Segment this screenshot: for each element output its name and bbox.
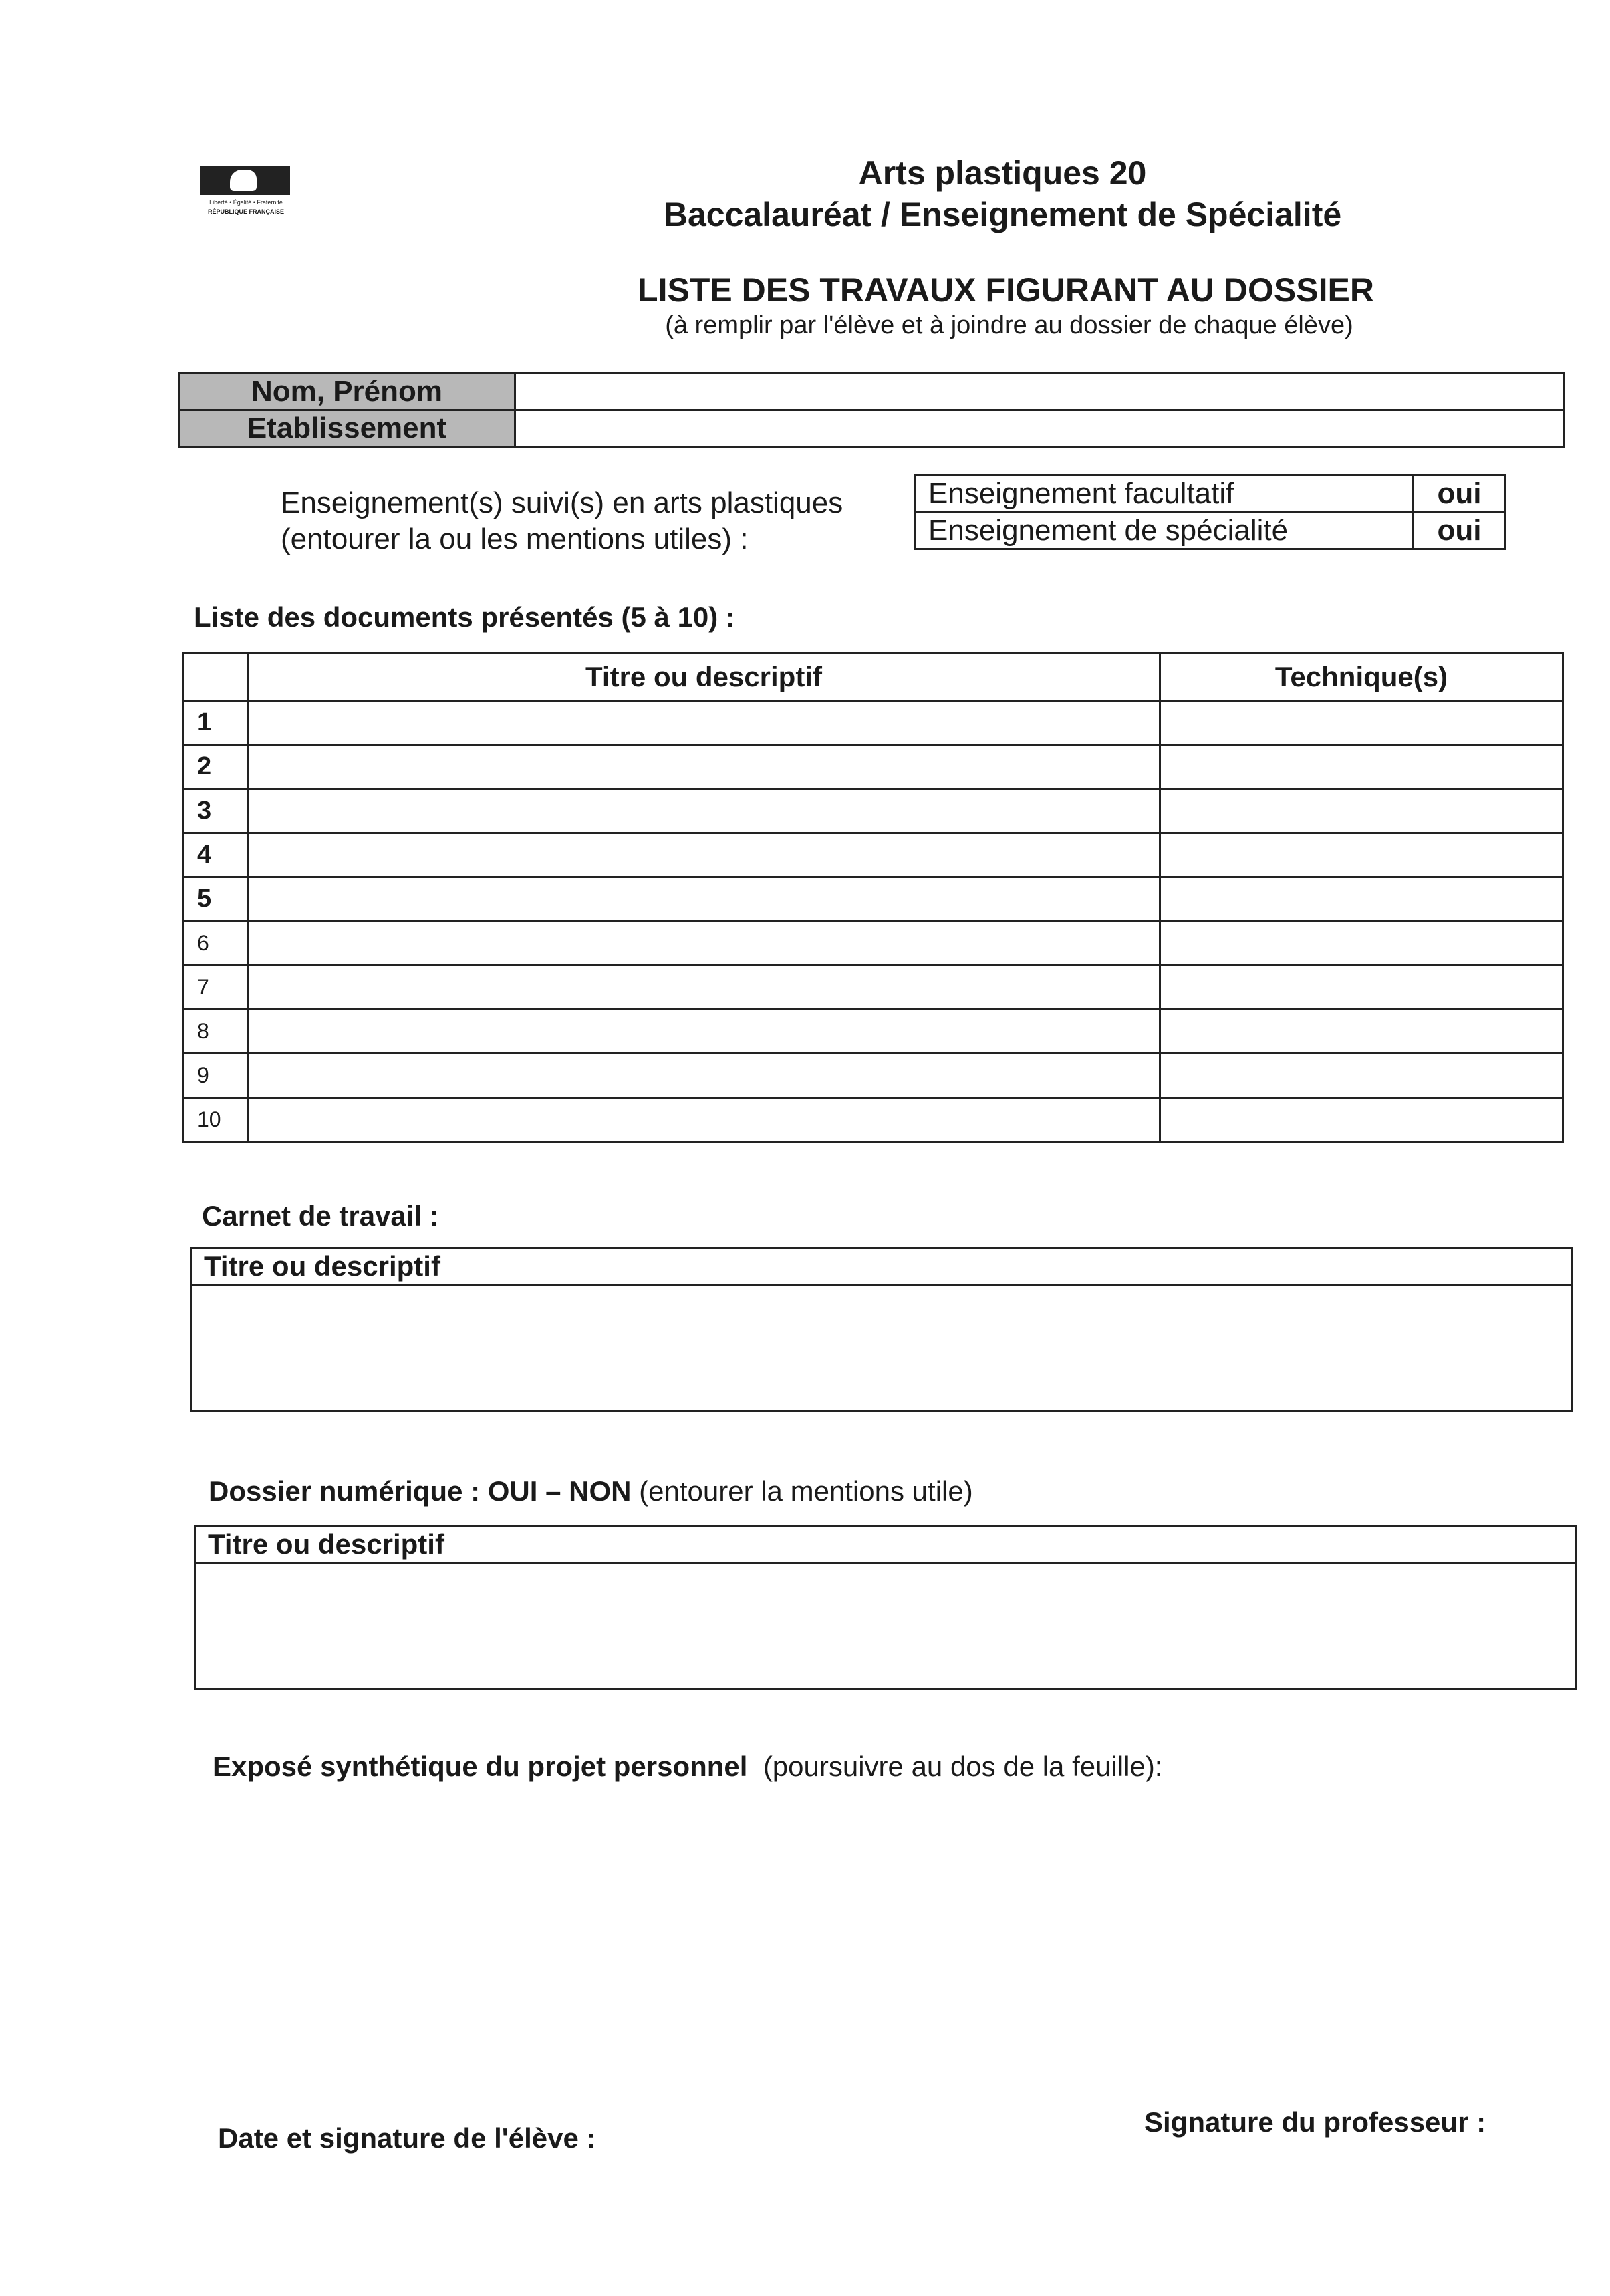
- table-row: [183, 701, 1563, 745]
- table-row: [183, 966, 1563, 1010]
- numerique-heading[interactable]: Dossier numérique : OUI – NON: [209, 1475, 632, 1507]
- title-cell[interactable]: [248, 745, 1160, 789]
- row-number: 3: [183, 789, 248, 833]
- technique-cell[interactable]: [1160, 921, 1563, 966]
- row-number: 9: [183, 1054, 248, 1098]
- title-cell[interactable]: [248, 966, 1160, 1010]
- title-subject: Arts plastiques 20: [858, 154, 1147, 192]
- table-row: [183, 789, 1563, 833]
- documents-heading: Liste des documents présentés (5 à 10) :: [194, 601, 735, 633]
- row-number: 8: [183, 1010, 248, 1054]
- expose-heading: Exposé synthétique du projet personnel: [213, 1751, 748, 1782]
- name-label: Nom, Prénom: [179, 374, 515, 410]
- table-row: [183, 921, 1563, 966]
- identity-table: [178, 372, 1565, 448]
- technique-cell[interactable]: [1160, 701, 1563, 745]
- identity-row-school: [179, 410, 1565, 447]
- technique-cell[interactable]: [1160, 1054, 1563, 1098]
- page-subtitle: (à remplir par l'élève et à joindre au dossier de chaque élève): [665, 311, 1353, 339]
- technique-cell[interactable]: [1160, 833, 1563, 877]
- school-field[interactable]: [515, 410, 1565, 447]
- identity-row-name: [179, 374, 1565, 410]
- title-cell[interactable]: [248, 1010, 1160, 1054]
- technique-cell[interactable]: [1160, 966, 1563, 1010]
- carnet-box: [190, 1247, 1573, 1412]
- school-label: Etablissement: [179, 410, 515, 447]
- title-cell[interactable]: [248, 877, 1160, 921]
- title-exam: Baccalauréat / Enseignement de Spécialité: [663, 196, 1342, 233]
- title-cell[interactable]: [248, 789, 1160, 833]
- title-cell[interactable]: [248, 701, 1160, 745]
- technique-cell[interactable]: [1160, 877, 1563, 921]
- marianne-flag-icon: [200, 166, 290, 195]
- col-num-header: [183, 654, 248, 701]
- row-number: 1: [183, 701, 248, 745]
- row-number: 5: [183, 877, 248, 921]
- title-cell[interactable]: [248, 833, 1160, 877]
- table-row: [183, 1098, 1563, 1142]
- option-facultatif-value[interactable]: oui: [1414, 476, 1506, 513]
- numerique-box: [194, 1525, 1577, 1690]
- row-number: 4: [183, 833, 248, 877]
- title-cell[interactable]: [248, 921, 1160, 966]
- table-row: [183, 877, 1563, 921]
- row-number: 10: [183, 1098, 248, 1142]
- carnet-box-label: Titre ou descriptif: [191, 1248, 1573, 1285]
- page-title: LISTE DES TRAVAUX FIGURANT AU DOSSIER: [638, 271, 1374, 309]
- republique-logo: [200, 166, 291, 222]
- numerique-note: (entourer la mentions utile): [639, 1475, 973, 1507]
- option-row-facultatif: [916, 476, 1506, 513]
- expose-note: (poursuivre au dos de la feuille):: [763, 1751, 1163, 1782]
- table-row: [183, 1010, 1563, 1054]
- documents-table: [182, 652, 1564, 1143]
- option-specialite-value[interactable]: oui: [1414, 513, 1506, 549]
- carnet-field[interactable]: [191, 1285, 1573, 1411]
- table-row: [183, 1054, 1563, 1098]
- student-signature-label: Date et signature de l'élève :: [218, 2122, 596, 2154]
- technique-cell[interactable]: [1160, 1098, 1563, 1142]
- numerique-box-label: Titre ou descriptif: [195, 1526, 1577, 1563]
- courses-options-table: [914, 474, 1506, 550]
- option-row-specialite: [916, 513, 1506, 549]
- logo-republic: RÉPUBLIQUE FRANÇAISE: [207, 208, 284, 215]
- expose-field[interactable]: [213, 1804, 1549, 2085]
- documents-header-row: [183, 654, 1563, 701]
- row-number: 6: [183, 921, 248, 966]
- carnet-heading: Carnet de travail :: [202, 1200, 439, 1232]
- option-specialite-label: Enseignement de spécialité: [916, 513, 1414, 549]
- technique-cell[interactable]: [1160, 789, 1563, 833]
- courses-prompt-line1: Enseignement(s) suivi(s) en arts plastiques: [281, 486, 843, 519]
- table-row: [183, 745, 1563, 789]
- col-technique-header: Technique(s): [1160, 654, 1563, 701]
- name-field[interactable]: [515, 374, 1565, 410]
- technique-cell[interactable]: [1160, 1010, 1563, 1054]
- title-cell[interactable]: [248, 1098, 1160, 1142]
- table-row: [183, 833, 1563, 877]
- title-cell[interactable]: [248, 1054, 1160, 1098]
- row-number: 7: [183, 966, 248, 1010]
- logo-motto: Liberté • Égalité • Fraternité: [209, 199, 283, 206]
- row-number: 2: [183, 745, 248, 789]
- technique-cell[interactable]: [1160, 745, 1563, 789]
- expose-line: [213, 1751, 1162, 1783]
- numerique-line: [209, 1475, 973, 1508]
- courses-prompt-line2: (entourer la ou les mentions utiles) :: [281, 523, 749, 555]
- teacher-signature-label: Signature du professeur :: [1144, 2106, 1486, 2138]
- numerique-field[interactable]: [195, 1563, 1577, 1689]
- option-facultatif-label: Enseignement facultatif: [916, 476, 1414, 513]
- col-title-header: Titre ou descriptif: [248, 654, 1160, 701]
